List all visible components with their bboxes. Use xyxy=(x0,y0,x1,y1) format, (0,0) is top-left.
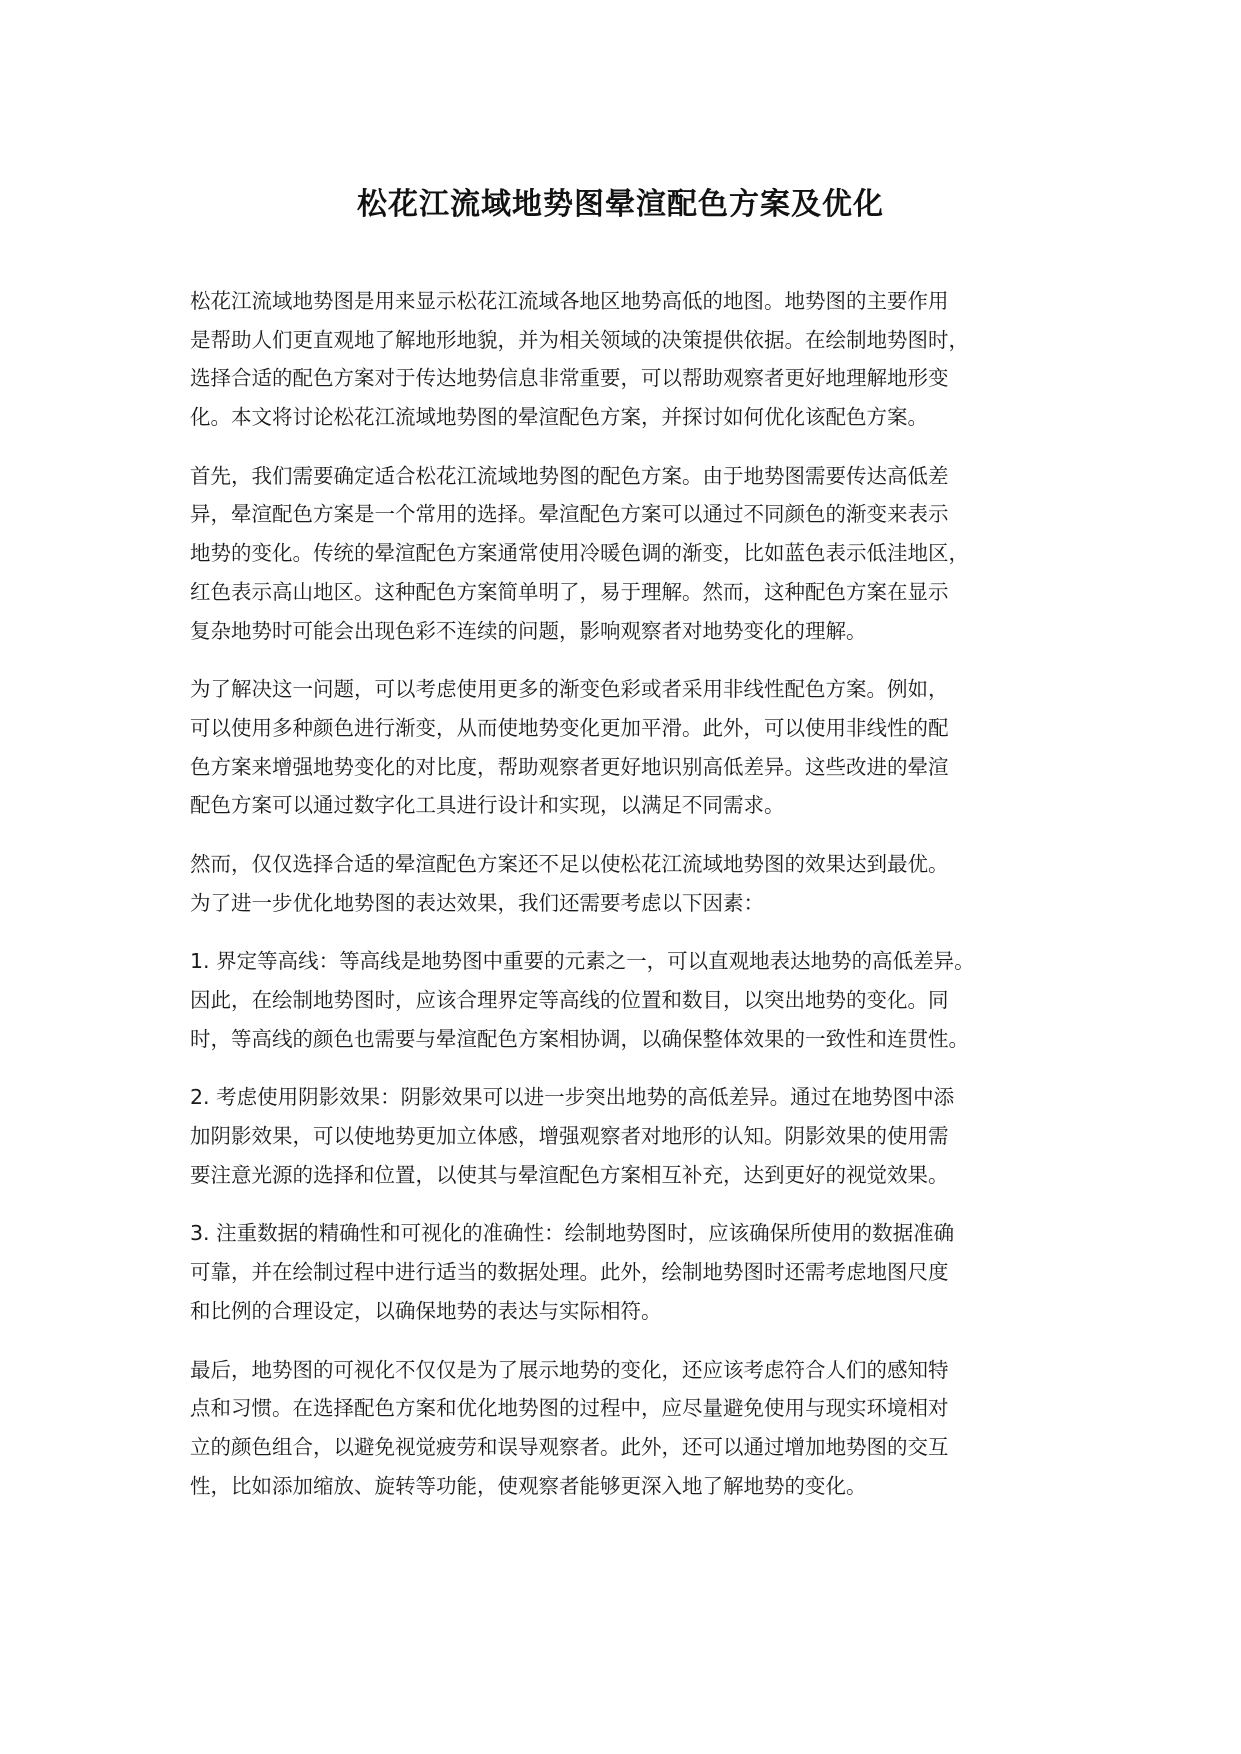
text-line: 3. 注重数据的精确性和可视化的准确性：绘制地势图时，应该确保所使用的数据准确 xyxy=(190,1221,955,1246)
text-line: 最后，地势图的可视化不仅仅是为了展示地势的变化，还应该考虑符合人们的感知特 xyxy=(190,1357,949,1382)
document-body xyxy=(190,282,1080,1525)
text-line: 地势的变化。传统的晕渲配色方案通常使用冷暖色调的渐变，比如蓝色表示低洼地区， xyxy=(190,541,969,566)
text-line: 因此，在绘制地势图时，应该合理界定等高线的位置和数目，以突出地势的变化。同 xyxy=(190,988,949,1012)
document-title: 松花江流域地势图晕渲配色方案及优化 xyxy=(357,187,884,222)
paragraph-2 xyxy=(190,457,1080,650)
text-line: 可以使用多种颜色进行渐变，从而使地势变化更加平滑。此外，可以使用非线性的配 xyxy=(190,715,949,740)
text-line: 点和习惯。在选择配色方案和优化地势图的过程中，应尽量避免使用与现实环境相对 xyxy=(190,1396,949,1421)
text-line: 复杂地势时可能会出现色彩不连续的问题，影响观察者对地势变化的理解。 xyxy=(190,618,867,643)
text-line: 要注意光源的选择和位置，以使其与晕渲配色方案相互补充，达到更好的视觉效果。 xyxy=(190,1162,949,1187)
text-line: 然而，仅仅选择合适的晕渲配色方案还不足以使松花江流域地势图的效果达到最优。 xyxy=(190,851,949,876)
text-line: 和比例的合理设定，以确保地势的表达与实际相符。 xyxy=(190,1298,662,1323)
text-line: 立的颜色组合，以避免视觉疲劳和误导观察者。此外，还可以通过增加地势图的交互 xyxy=(190,1434,949,1459)
paragraph-conclusion xyxy=(190,1351,1080,1506)
text-line: 为了解决这一问题，可以考虑使用更多的渐变色彩或者采用非线性配色方案。例如， xyxy=(190,677,949,702)
text-line: 性，比如添加缩放、旋转等功能，使观察者能够更深入地了解地势的变化。 xyxy=(190,1473,867,1498)
list-item-2 xyxy=(190,1078,1080,1194)
text-line: 化。本文将讨论松花江流域地势图的晕渲配色方案，并探讨如何优化该配色方案。 xyxy=(190,405,928,430)
text-line: 为了进一步优化地势图的表达效果，我们还需要考虑以下因素： xyxy=(190,890,764,915)
text-line: 是帮助人们更直观地了解地形地貌，并为相关领域的决策提供依据。在绘制地势图时， xyxy=(190,327,969,352)
text-line: 配色方案可以通过数字化工具进行设计和实现，以满足不同需求。 xyxy=(190,793,785,818)
text-line: 松花江流域地势图是用来显示松花江流域各地区地势高低的地图。地势图的主要作用 xyxy=(190,289,949,313)
text-line: 时，等高线的颜色也需要与晕渲配色方案相协调，以确保整体效果的一致性和连贯性。 xyxy=(190,1026,969,1051)
text-line: 可靠，并在绘制过程中进行适当的数据处理。此外，绘制地势图时还需考虑地图尺度 xyxy=(190,1260,949,1285)
list-item-3 xyxy=(190,1214,1080,1330)
text-line: 选择合适的配色方案对于传达地势信息非常重要，可以帮助观察者更好地理解地形变 xyxy=(190,366,949,391)
paragraph-3 xyxy=(190,670,1080,825)
list-item-1 xyxy=(190,942,1080,1058)
text-line: 色方案来增强地势变化的对比度，帮助观察者更好地识别高低差异。这些改进的晕渲 xyxy=(190,754,949,779)
paragraph-1 xyxy=(190,282,1080,437)
text-line: 异，晕渲配色方案是一个常用的选择。晕渲配色方案可以通过不同颜色的渐变来表示 xyxy=(190,502,949,527)
text-line: 红色表示高山地区。这种配色方案简单明了，易于理解。然而，这种配色方案在显示 xyxy=(190,579,949,604)
paragraph-4 xyxy=(190,845,1080,922)
text-line: 首先，我们需要确定适合松花江流域地势图的配色方案。由于地势图需要传达高低差 xyxy=(190,463,949,488)
text-line: 2. 考虑使用阴影效果：阴影效果可以进一步突出地势的高低差异。通过在地势图中添 xyxy=(190,1085,955,1110)
text-line: 1. 界定等高线：等高线是地势图中重要的元素之一，可以直观地表达地势的高低差异。 xyxy=(190,949,975,974)
text-line: 加阴影效果，可以使地势更加立体感，增强观察者对地形的认知。阴影效果的使用需 xyxy=(190,1124,949,1149)
